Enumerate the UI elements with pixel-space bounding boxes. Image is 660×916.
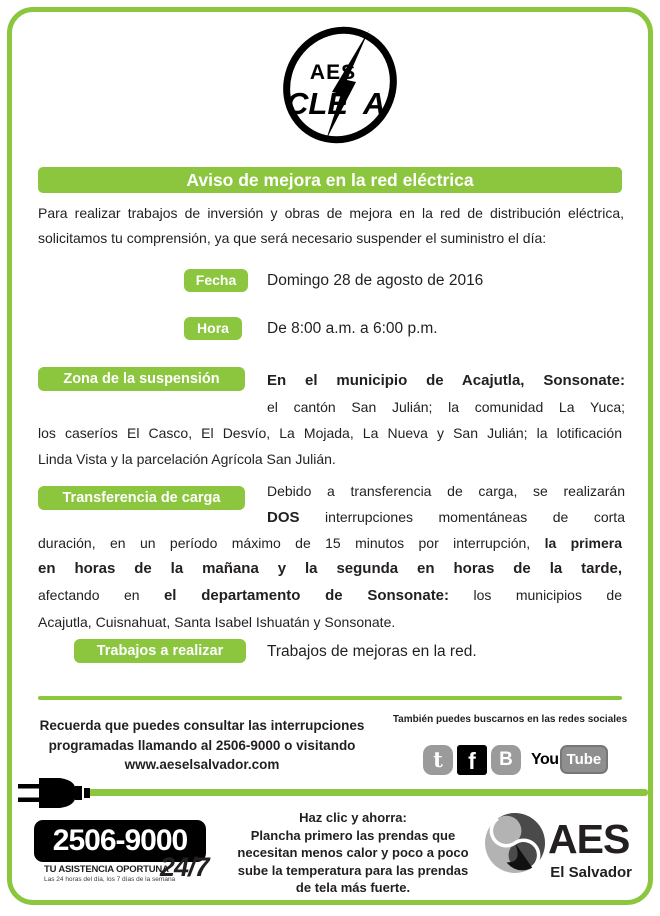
hora-badge: Hora [184,317,242,340]
transferencia-line-2-rest: interrupciones momentáneas de corta [299,509,625,525]
transferencia-line-4: en horas de la mañana y la segunda en horas de la tarde, [38,560,622,577]
section-divider [38,696,622,700]
transferencia-line-5a: afectando en [38,587,164,603]
transferencia-line-1: Debido a transferencia de carga, se realizarán [267,483,625,499]
transferencia-line-3-text: duración, en un período máximo de 15 minutos por interrupción, [38,535,545,551]
aes-brand: AES [548,816,630,862]
zona-line-1: En el municipio de Acajutla, Sonsonate: [267,372,625,389]
transferencia-text-full [38,530,622,635]
tip-line-2: Plancha primero las prendas que [250,827,456,843]
fecha-value: Domingo 28 de agosto de 2016 [267,272,484,289]
dos-bold: DOS [267,509,300,526]
plug-icon [18,771,94,822]
transferencia-badge: Transferencia de carga [38,486,245,510]
transferencia-line-6: Acajutla, Cuisnahuat, Santa Isabel Ishuatán y Sonsonate. [38,614,396,630]
blogger-icon: B [491,745,521,775]
la-primera-bold: la primera [544,535,622,551]
intro-text [38,201,624,251]
intro-line-1: Para realizar trabajos de inversión y obras de mejora en la red de distribución eléctrica, [38,205,624,221]
aes-el-salvador-logo [484,808,644,892]
youtube-tube-text: Tube [560,745,609,774]
lightning-bolt-icon [326,30,369,140]
transferencia-line-5 [38,582,622,609]
facebook-icon: f [457,745,487,775]
trabajos-badge: Trabajos a realizar [74,639,246,663]
zona-text-indented [267,368,625,420]
youtube-you-text: You [531,750,559,768]
transferencia-line-5b: los municipios de [449,587,622,603]
youtube-icon [531,745,608,774]
title-banner [38,167,622,193]
twitter-icon: t [423,745,453,775]
reminder-line-2: programadas llamando al 2506-9000 o visitando [48,737,356,753]
tip-line-4: sube la temperatura para las prendas [237,862,469,878]
logo-a-text: A [363,86,386,121]
clesa-logo-graphic [262,22,418,148]
reminder-text [34,716,370,775]
social-icons [423,744,608,775]
transferencia-line-2 [267,504,625,531]
logo-aes-text: AES [309,61,357,84]
zona-badge: Zona de la suspensión [38,367,245,391]
tip-text [228,809,478,897]
zona-line-2: el cantón San Julián; la comunidad La Yuca; [267,399,625,415]
aes-sub-brand: El Salvador [550,864,632,881]
reminder-line-1: Recuerda que puedes consultar las interrupciones [39,718,365,733]
transferencia-text-indented [267,478,625,531]
trabajos-value: Trabajos de mejoras en la red. [267,643,477,660]
departamento-bold: el departamento de Sonsonate: [163,587,450,604]
logo-cle-text: CLE [286,86,348,121]
social-heading: También puedes buscarnos en las redes sociales [392,714,628,725]
zona-line-4: Linda Vista y la parcelación Agrícola San Julián. [38,451,336,467]
tip-title: Haz clic y ahorra: [299,810,407,825]
power-cable [86,789,648,796]
tip-line-3: necesitan menos calor y poco a poco [237,845,469,860]
tip-line-5: de tela más fuerte. [295,880,411,895]
zona-line-3: los caseríos El Casco, El Desvío, La Mojada, La Nueva y San Julián; la lotificación [38,425,622,441]
transferencia-line-3 [38,530,622,556]
always-note: Las 24 horas del día, los 7 días de la semana [44,876,176,883]
hora-value: De 8:00 a.m. a 6:00 p.m. [267,320,438,337]
aes-swirl-icon [484,812,546,874]
intro-line-2: solicitamos tu comprensión, ya que será necesario suspender el suministro el día: [38,230,547,246]
page-title: Aviso de mejora en la red eléctrica [186,170,474,190]
website-link: www.aeselsalvador.com [124,757,280,772]
always-24-7-badge: 24/7 [160,852,209,882]
aes-clesa-logo [262,22,418,148]
assistance-label: TU ASISTENCIA OPORTUNA [44,864,169,875]
fecha-badge: Fecha [184,269,248,292]
phone-badge: 2506-9000 [34,820,206,862]
zona-text-full [38,420,622,472]
